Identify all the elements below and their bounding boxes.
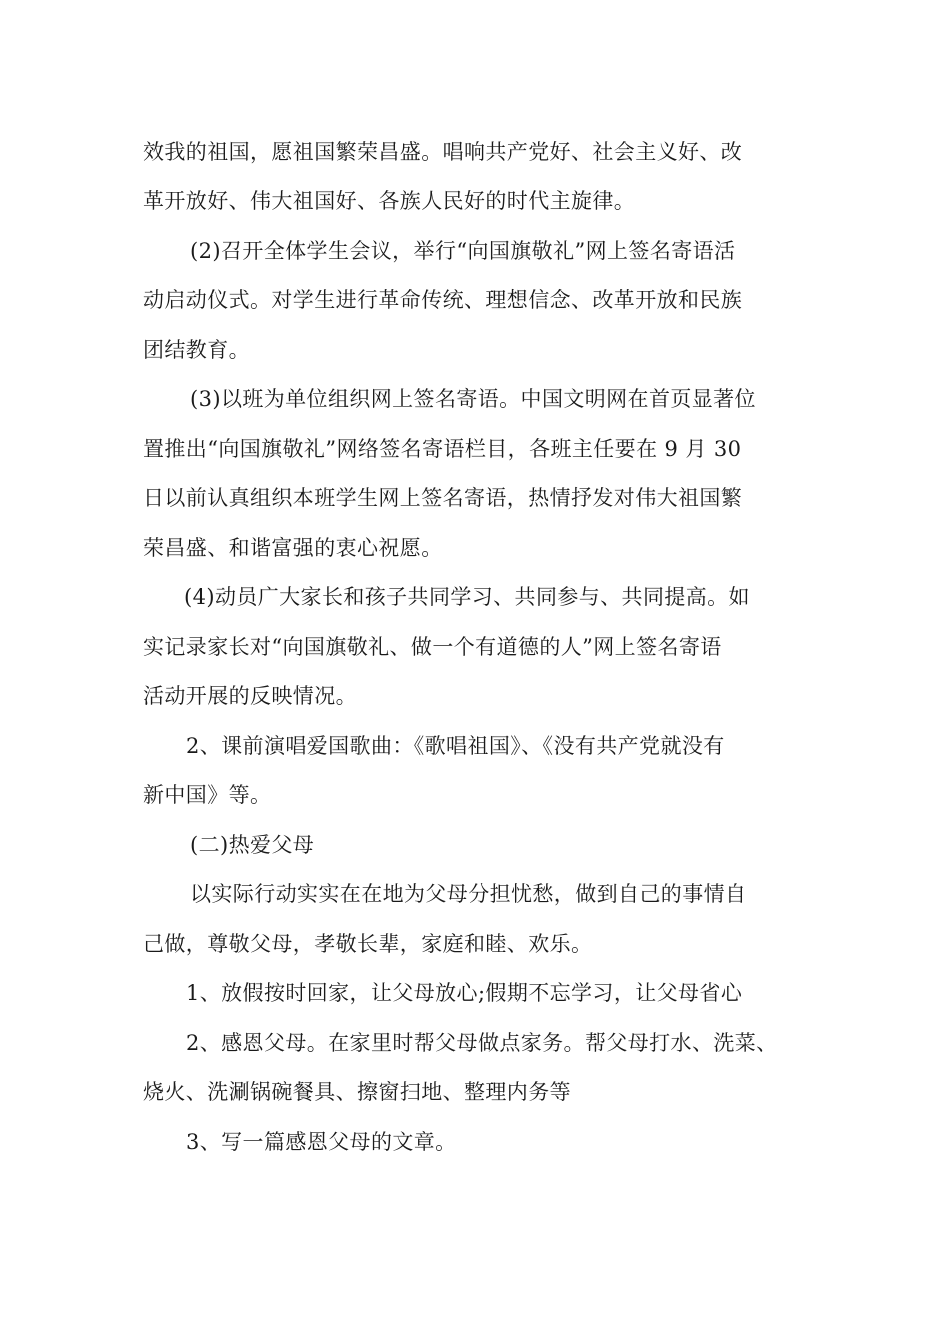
section-heading: (二)热爱父母 [190,833,315,857]
text-line: 2、课前演唱爱国歌曲：《歌唱祖国》、《没有共产党就没有 [186,734,725,758]
text-line: 新中国》等。 [143,783,272,807]
text-line: 活动开展的反映情况。 [143,684,357,708]
text-line: 1、放假按时回家，让父母放心;假期不忘学习，让父母省心 [186,981,743,1005]
text-line: 己做，尊敬父母，孝敬长辈，家庭和睦、欢乐。 [143,932,593,956]
text-line: (3)以班为单位组织网上签名寄语。中国文明网在首页显著位 [190,387,756,411]
text-line: 动启动仪式。对学生进行革命传统、理想信念、改革开放和民族 [143,288,743,312]
text-line: 效我的祖国，愿祖国繁荣昌盛。唱响共产党好、社会主义好、改 [143,140,743,164]
text-line: 烧火、洗涮锅碗餐具、擦窗扫地、整理内务等 [143,1080,571,1104]
text-line: 实记录家长对“向国旗敬礼、做一个有道德的人”网上签名寄语 [143,635,722,659]
text-line: 荣昌盛、和谐富强的衷心祝愿。 [143,536,443,560]
text-line: 2、感恩父母。在家里时帮父母做点家务。帮父母打水、洗菜、 [186,1031,778,1055]
text-line: (2)召开全体学生会议，举行“向国旗敬礼”网上签名寄语活 [190,239,736,263]
text-line: 革开放好、伟大祖国好、各族人民好的时代主旋律。 [143,189,636,213]
text-line: 团结教育。 [143,338,250,362]
text-line: 置推出“向国旗敬礼”网络签名寄语栏目，各班主任要在 9 月 30 [143,437,742,461]
text-line: 日以前认真组织本班学生网上签名寄语，热情抒发对伟大祖国繁 [143,486,743,510]
text-line: 3、写一篇感恩父母的文章。 [186,1130,457,1154]
text-line: (4)动员广大家长和孩子共同学习、共同参与、共同提高。如 [184,585,750,609]
text-line: 以实际行动实实在在地为父母分担忧愁，做到自己的事情自 [190,882,747,906]
